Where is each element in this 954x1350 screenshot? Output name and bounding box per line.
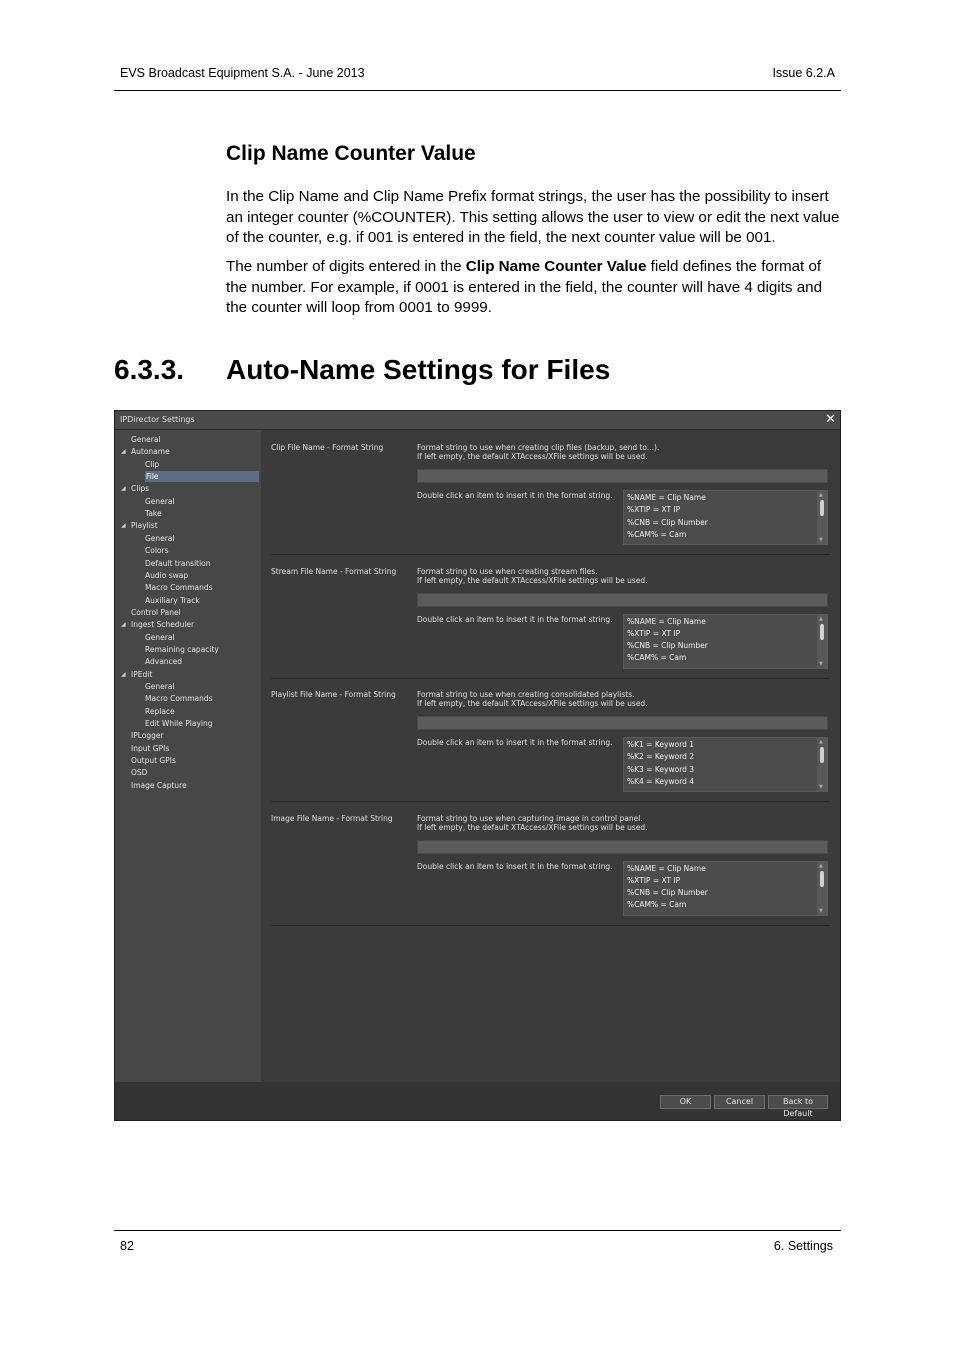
page-footer: [114, 1230, 841, 1253]
insert-hint: Double click an item to insert it in the format string.: [417, 738, 613, 747]
nav-item[interactable]: General: [145, 533, 175, 543]
format-string-section: [271, 678, 830, 802]
dialog-footer: [115, 1082, 840, 1120]
format-string-section: [271, 802, 830, 926]
description-line-2: If left empty, the default XTAccess/XFile settings will be used.: [417, 822, 648, 832]
list-scrollbar[interactable]: [817, 615, 827, 668]
nav-item[interactable]: Auxiliary Track: [145, 595, 200, 605]
dialog-titlebar: [115, 411, 840, 430]
dialog-title: IPDirector Settings: [120, 415, 195, 424]
expand-triangle-icon[interactable]: ◢: [121, 485, 126, 493]
nav-item[interactable]: Audio swap: [145, 570, 189, 580]
format-string-input[interactable]: [417, 716, 828, 730]
nav-item[interactable]: IPLogger: [131, 731, 164, 741]
ok-button[interactable]: OK: [660, 1095, 711, 1109]
section-title: Playlist File Name - Format String: [271, 690, 396, 699]
chapter-name: 6. Settings: [773, 1239, 833, 1253]
format-string-section: [271, 555, 830, 679]
scroll-down-icon[interactable]: ▼: [819, 784, 823, 790]
nav-item[interactable]: Output GPIs: [131, 756, 176, 766]
page-header: [114, 66, 841, 91]
scroll-up-icon[interactable]: ▲: [819, 739, 823, 745]
nav-item[interactable]: Input GPIs: [131, 743, 170, 753]
nav-item[interactable]: Advanced: [145, 657, 183, 667]
nav-item[interactable]: Colors: [145, 546, 169, 556]
nav-item[interactable]: Clip: [145, 459, 160, 469]
placeholder-item[interactable]: %K2 = Keyword 2: [627, 752, 695, 762]
description-line-2: If left empty, the default XTAccess/XFile settings will be used.: [417, 699, 648, 708]
nav-item[interactable]: Edit While Playing: [145, 719, 213, 729]
expand-triangle-icon[interactable]: ◢: [121, 448, 126, 456]
nav-item[interactable]: Replace: [145, 706, 175, 716]
format-string-input[interactable]: [417, 593, 828, 607]
nav-item[interactable]: General: [131, 435, 161, 444]
subsection-title: Clip Name Counter Value: [226, 142, 476, 165]
placeholder-item[interactable]: %CAM% = Cam: [627, 529, 687, 539]
paragraph-2-bold: Clip Name Counter Value: [465, 258, 647, 275]
placeholder-list[interactable]: [623, 614, 828, 669]
settings-dialog: [114, 410, 841, 1121]
back-to-default-button[interactable]: Back to Default: [768, 1095, 828, 1109]
cancel-button[interactable]: Cancel: [714, 1095, 765, 1109]
scroll-down-icon[interactable]: ▼: [819, 537, 823, 543]
placeholder-list[interactable]: [623, 737, 828, 792]
placeholder-item[interactable]: %XTIP = XT IP: [627, 875, 681, 885]
section-description: [417, 567, 827, 585]
heading-title: Auto-Name Settings for Files: [226, 354, 611, 385]
section-title: Image File Name - Format String: [271, 813, 393, 823]
section-description: [417, 814, 827, 832]
list-scrollbar[interactable]: [817, 491, 827, 544]
scroll-thumb[interactable]: [820, 871, 824, 887]
placeholder-item[interactable]: %CNB = Clip Number: [627, 641, 708, 651]
expand-triangle-icon[interactable]: ◢: [121, 670, 126, 678]
header-issue: Issue 6.2.A: [772, 66, 835, 80]
nav-item[interactable]: Default transition: [145, 558, 211, 568]
paragraph-2: [226, 257, 846, 319]
nav-item[interactable]: Macro Commands: [145, 694, 213, 704]
description-line-1: Format string to use when capturing image in control panel.: [417, 813, 643, 823]
nav-item[interactable]: Clips: [131, 484, 150, 494]
insert-hint: Double click an item to insert it in the format string.: [417, 614, 613, 624]
section-title: Clip File Name - Format String: [271, 443, 384, 452]
placeholder-item[interactable]: %XTIP = XT IP: [627, 628, 681, 638]
nav-item[interactable]: General: [145, 496, 175, 506]
placeholder-list[interactable]: [623, 861, 828, 916]
format-string-input[interactable]: [417, 469, 828, 483]
scroll-thumb[interactable]: [820, 747, 824, 763]
insert-hint: Double click an item to insert it in the format string.: [417, 861, 613, 871]
placeholder-item[interactable]: %XTIP = XT IP: [627, 505, 681, 515]
nav-item[interactable]: IPEdit: [131, 669, 153, 679]
heading-number: 6.3.3.: [114, 354, 185, 385]
placeholder-item[interactable]: %NAME = Clip Name: [627, 616, 706, 626]
format-string-input[interactable]: [417, 840, 828, 854]
section-title: Stream File Name - Format String: [271, 566, 397, 576]
scroll-thumb[interactable]: [820, 500, 824, 516]
nav-item[interactable]: Autoname: [131, 447, 170, 457]
scroll-down-icon[interactable]: ▼: [819, 907, 823, 914]
format-string-section: [271, 431, 830, 555]
nav-item[interactable]: Take: [145, 509, 162, 519]
placeholder-item[interactable]: %NAME = Clip Name: [627, 863, 706, 873]
placeholder-item[interactable]: %CAM% = Cam: [627, 653, 687, 663]
placeholder-item[interactable]: %NAME = Clip Name: [627, 493, 706, 502]
expand-triangle-icon[interactable]: ◢: [121, 621, 126, 629]
placeholder-item[interactable]: %CAM% = Cam: [627, 900, 687, 910]
paragraph-2-end: field defines the format of the number. For example, if 0001 is entered in the field, the counter will have 4 digits and the counter will loop from 0001 to 9999.: [226, 258, 823, 316]
header-publisher: EVS Broadcast Equipment S.A. - June 2013: [120, 66, 365, 80]
nav-item[interactable]: Ingest Scheduler: [131, 620, 195, 630]
description-line-2: If left empty, the default XTAccess/XFile settings will be used.: [417, 452, 648, 461]
placeholder-item[interactable]: %CNB = Clip Number: [627, 888, 708, 898]
section-description: [417, 690, 827, 708]
scroll-up-icon[interactable]: ▲: [819, 492, 823, 498]
nav-item[interactable]: Control Panel: [131, 607, 181, 617]
description-line-1: Format string to use when creating stream files.: [417, 566, 598, 576]
insert-hint: Double click an item to insert it in the format string.: [417, 491, 613, 500]
close-icon[interactable]: ✕: [825, 412, 836, 427]
description-line-1: Format string to use when creating consolidated playlists.: [417, 690, 635, 699]
nav-item[interactable]: File: [145, 471, 259, 482]
expand-triangle-icon[interactable]: ◢: [121, 522, 126, 530]
paragraph-1: In the Clip Name and Clip Name Prefix format strings, the user has the possibility to insert an integer counter (%COUNTER). This setting allows the user to view or edit the next value of the counter, e.g. if 001 is entered in the field, the next counter value will be 001.: [226, 188, 840, 246]
paragraph-2-start: The number of digits entered in the: [226, 258, 466, 275]
placeholder-item[interactable]: %CNB = Clip Number: [627, 517, 708, 527]
placeholder-list[interactable]: [623, 490, 828, 545]
nav-item[interactable]: Remaining capacity: [145, 644, 219, 654]
settings-nav-tree: [115, 430, 261, 1082]
placeholder-item[interactable]: %K1 = Keyword 1: [627, 740, 695, 749]
description-line-2: If left empty, the default XTAccess/XFile settings will be used.: [417, 575, 648, 585]
placeholder-item[interactable]: %K3 = Keyword 3: [627, 764, 695, 774]
nav-item[interactable]: Macro Commands: [145, 583, 213, 593]
page-number: 82: [120, 1239, 134, 1253]
description-line-1: Format string to use when creating clip files (backup, send to...).: [417, 443, 660, 452]
scroll-up-icon[interactable]: ▲: [819, 862, 823, 869]
placeholder-item[interactable]: %K4 = Keyword 4: [627, 776, 695, 786]
nav-item[interactable]: General: [145, 682, 175, 691]
list-scrollbar[interactable]: [817, 738, 827, 791]
nav-item[interactable]: Image Capture: [131, 780, 187, 790]
section-description: [417, 443, 827, 461]
nav-item[interactable]: OSD: [131, 768, 148, 778]
nav-item[interactable]: General: [145, 632, 175, 642]
scroll-thumb[interactable]: [820, 624, 824, 640]
scroll-down-icon[interactable]: ▼: [819, 660, 823, 667]
list-scrollbar[interactable]: [817, 862, 827, 915]
scroll-up-icon[interactable]: ▲: [819, 615, 823, 622]
nav-item[interactable]: Playlist: [131, 521, 158, 531]
